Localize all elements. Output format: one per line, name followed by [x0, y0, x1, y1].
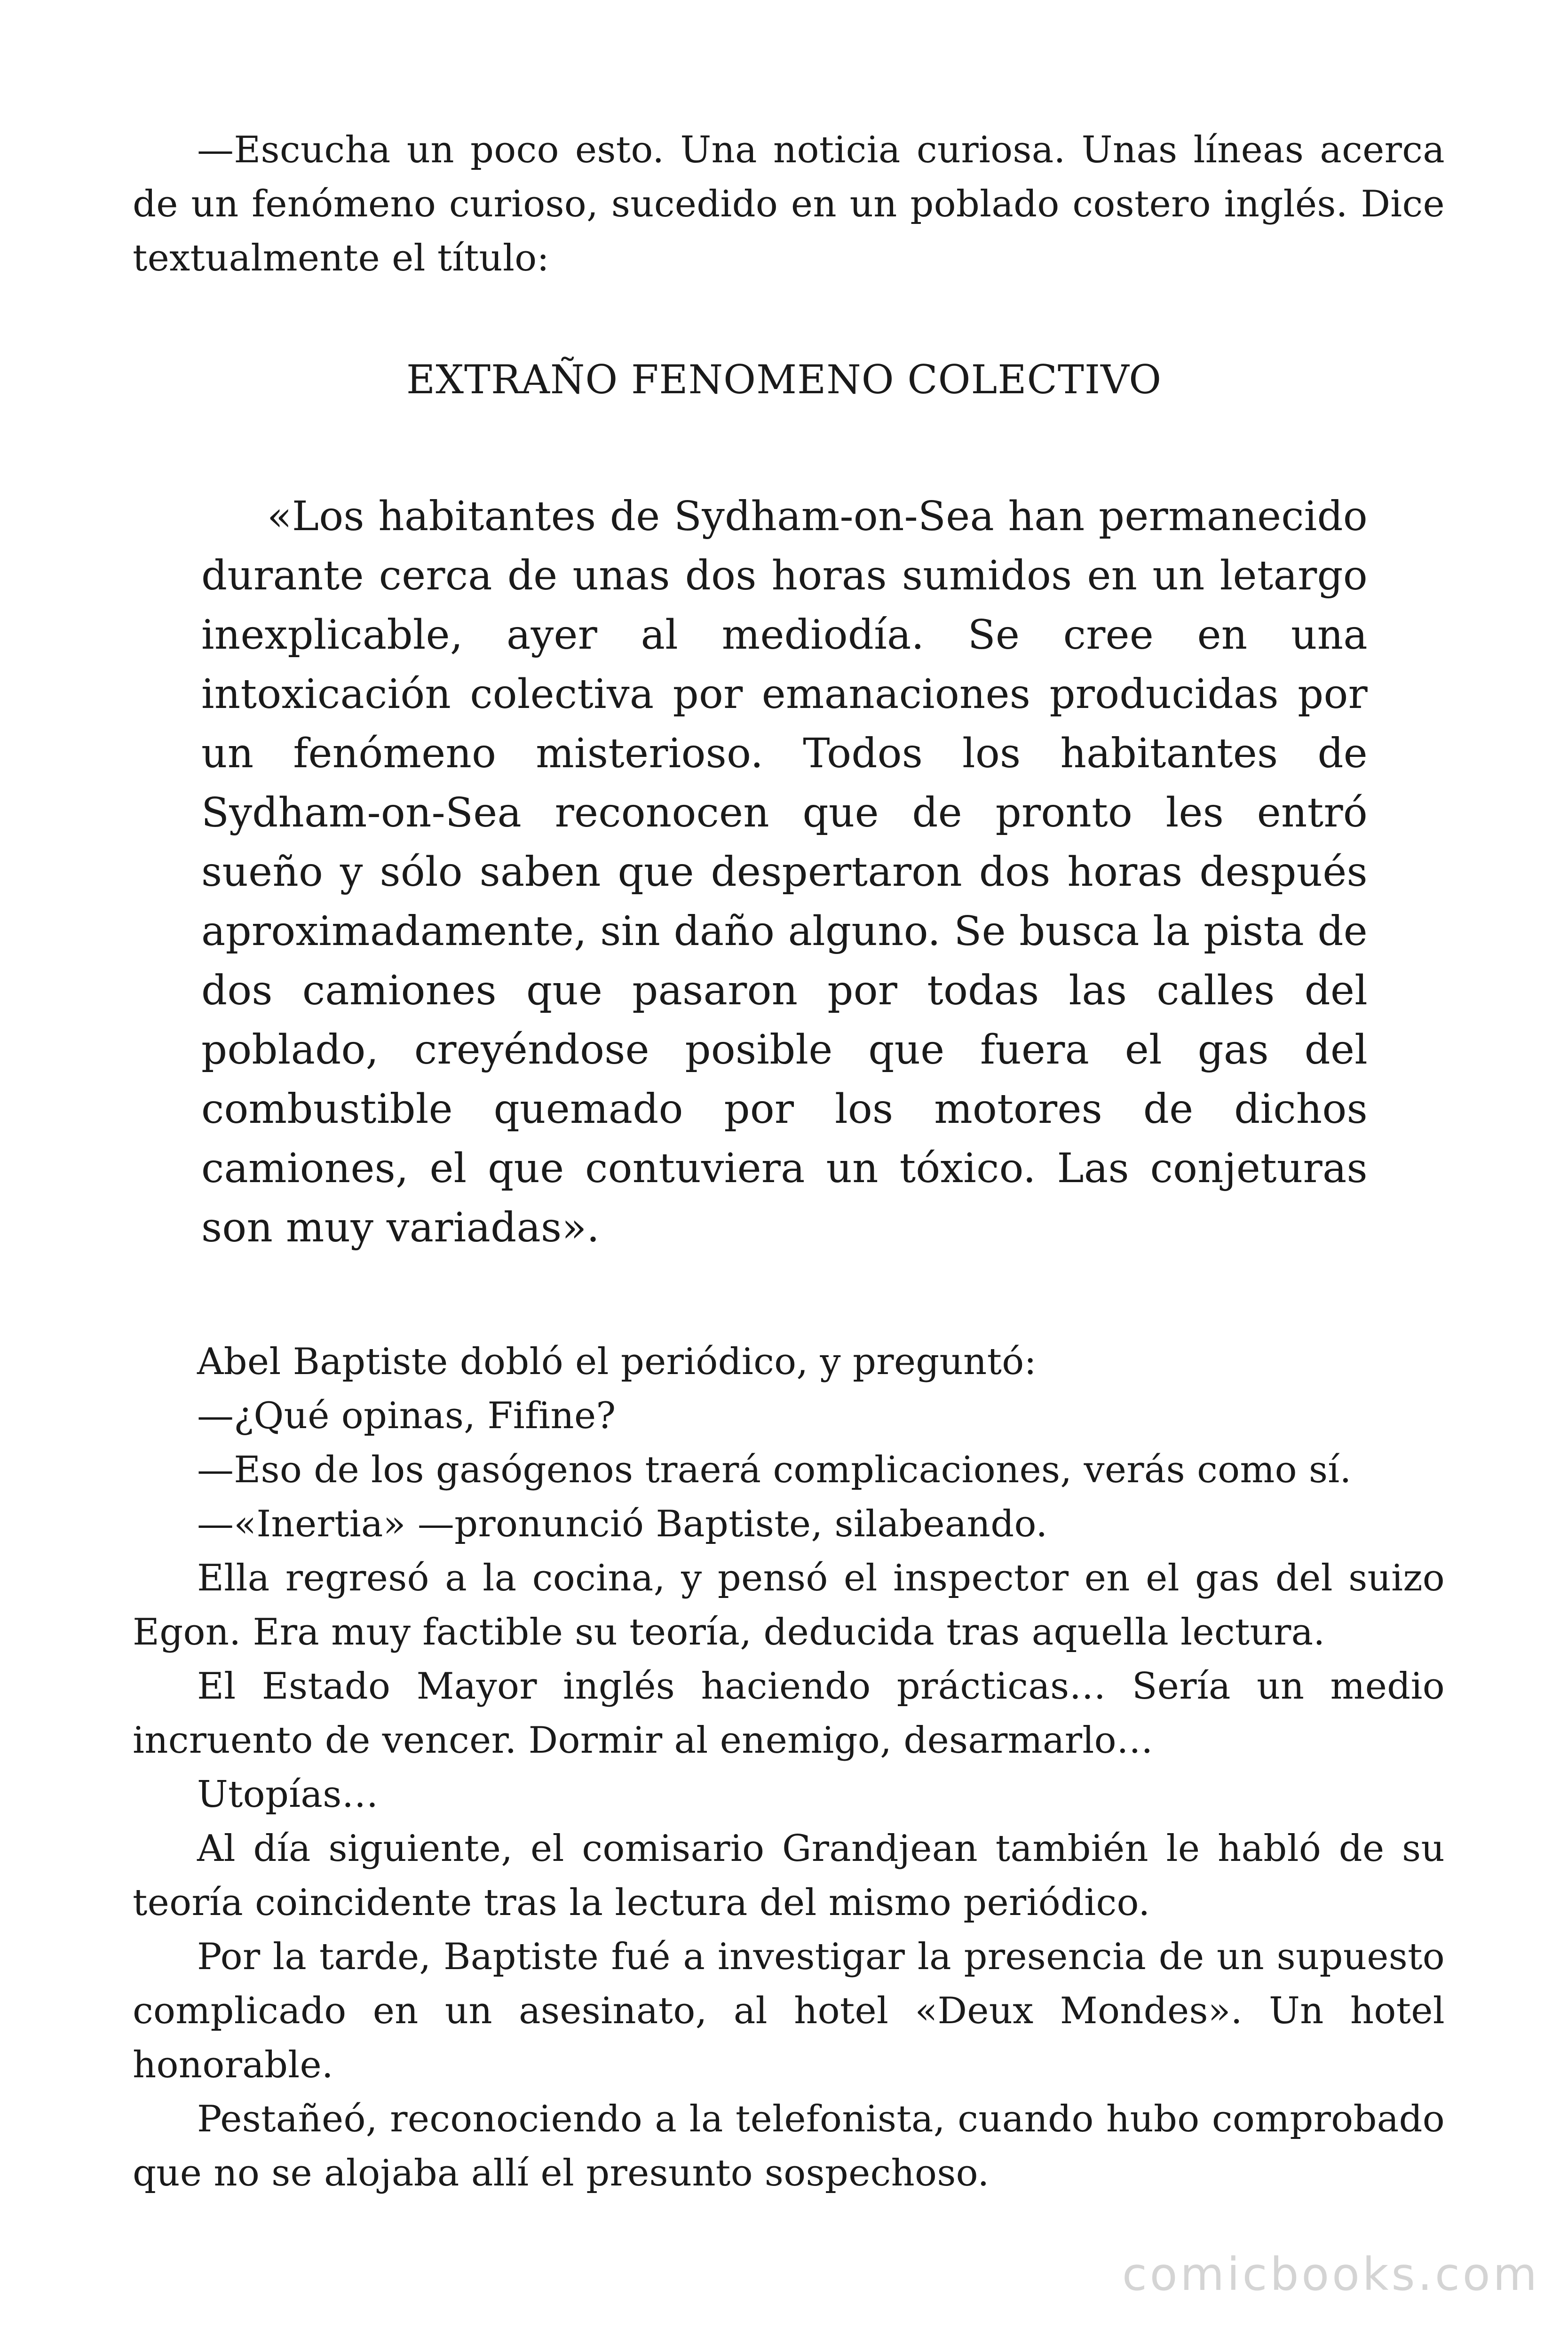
quoted-article: «Los habitantes de Sydham-on-Sea han permanecido durante cerca de unas dos horas sumidos en un letargo inexplicable, ayer al mediodía. Se cree en una intoxicación colectiva por emanaciones producidas por un fenómeno misterioso. Todos los habitantes de Sydham-on-Sea reconocen que de pronto les entró sueño y sólo saben que despertaron dos horas después aproximadamente, sin daño alguno. Se busca la pista de dos camiones que pasaron por todas las calles del poblado, creyéndose posible que fuera el gas del combustible quemado por los motores de dichos camiones, el que contuviera un tóxico. Las conjeturas son muy variadas». [201, 493, 1368, 1251]
body-paragraph-4: —«Inertia» —pronunció Baptiste, silabeando. [197, 1503, 1048, 1545]
body-paragraph-9: Por la tarde, Baptiste fué a investigar la presencia de un supuesto complicado en un asesinato, al hotel «Deux Mondes». Un hotel honorable. [133, 1936, 1445, 2086]
body-paragraph-7: Utopías… [197, 1773, 379, 1816]
body-paragraph-1: Abel Baptiste dobló el periódico, y preguntó: [197, 1341, 1037, 1383]
article-heading: EXTRAÑO FENOMENO COLECTIVO [406, 357, 1162, 403]
intro-paragraph: —Escucha un poco esto. Una noticia curiosa. Unas líneas acerca de un fenómeno curioso, sucedido en un poblado costero inglés. Dice textualmente el título: [133, 129, 1445, 279]
body-paragraph-3: —Eso de los gasógenos traerá complicaciones, verás como sí. [197, 1449, 1352, 1491]
body-paragraph-10: Pestañeó, reconociendo a la telefonista, cuando hubo comprobado que no se alojaba allí el presunto sospechoso. [133, 2098, 1445, 2194]
body-paragraph-2: —¿Qué opinas, Fifine? [197, 1395, 616, 1437]
watermark-text: comicbooks.com [1122, 2248, 1540, 2301]
body-paragraph-6: El Estado Mayor inglés haciendo prácticas… Sería un medio incruento de vencer. Dormir al enemigo, desarmarlo… [133, 1665, 1445, 1762]
body-paragraph-5: Ella regresó a la cocina, y pensó el inspector en el gas del suizo Egon. Era muy factible su teoría, deducida tras aquella lectura. [133, 1557, 1445, 1653]
body-paragraph-8: Al día siguiente, el comisario Grandjean también le habló de su teoría coincidente tras la lectura del mismo periódico. [133, 1828, 1445, 1924]
